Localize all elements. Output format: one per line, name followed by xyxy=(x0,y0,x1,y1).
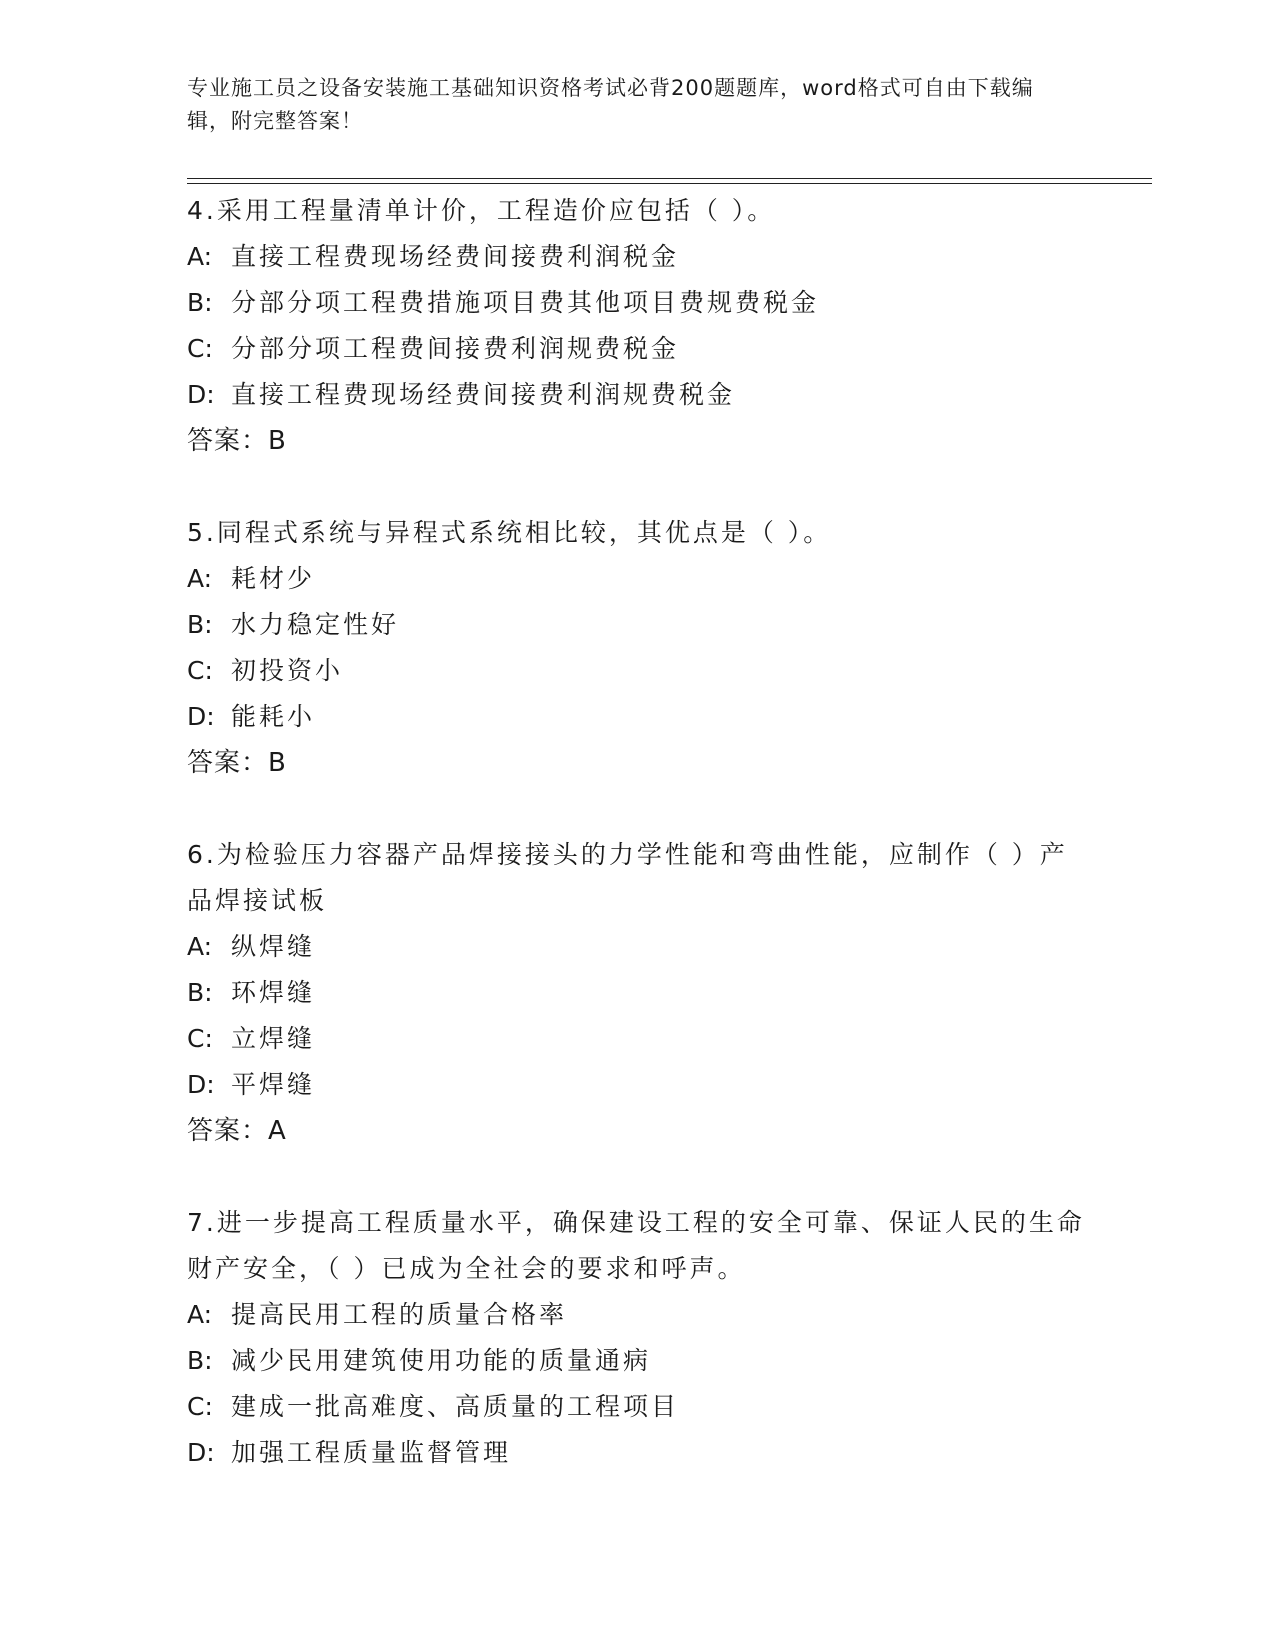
option-text: 建成一批高难度、高质量的工程项目 xyxy=(231,1392,680,1421)
option-key: B: xyxy=(187,978,213,1007)
document-header: 专业施工员之设备安装施工基础知识资格考试必背200题题库，word格式可自由下载编辑，附完整答案！ xyxy=(187,76,1034,133)
option-text: 耗材少 xyxy=(231,564,316,593)
option-text: 直接工程费现场经费间接费利润税金 xyxy=(231,242,680,271)
question-7 xyxy=(187,1200,1087,1476)
answer-line: 答案：A xyxy=(187,1116,287,1146)
answer-line: 答案：B xyxy=(187,426,287,456)
option-text: 减少民用建筑使用功能的质量通病 xyxy=(231,1346,652,1375)
option-a xyxy=(187,556,1087,602)
option-key: C: xyxy=(187,1392,213,1421)
option-text: 环焊缝 xyxy=(231,978,316,1007)
option-c xyxy=(187,1384,1087,1430)
option-d xyxy=(187,1430,1087,1476)
question-list xyxy=(187,188,1087,1522)
option-text: 分部分项工程费间接费利润规费税金 xyxy=(231,334,680,363)
option-key: A: xyxy=(187,1300,213,1329)
option-key: D: xyxy=(187,1070,215,1099)
option-c xyxy=(187,1016,1087,1062)
option-key: A: xyxy=(187,242,213,271)
question-title: 7.进一步提高工程质量水平，确保建设工程的安全可靠、保证人民的生命财产安全，（ ）已成为全社会的要求和呼声。 xyxy=(187,1208,1085,1283)
header-divider-top xyxy=(187,178,1152,179)
option-b xyxy=(187,1338,1087,1384)
option-b xyxy=(187,970,1087,1016)
option-a xyxy=(187,924,1087,970)
question-6 xyxy=(187,832,1087,1154)
option-key: A: xyxy=(187,564,213,593)
option-text: 能耗小 xyxy=(231,702,316,731)
option-text: 立焊缝 xyxy=(231,1024,316,1053)
option-a xyxy=(187,1292,1087,1338)
option-text: 水力稳定性好 xyxy=(231,610,400,639)
question-title: 5.同程式系统与异程式系统相比较，其优点是（ ）。 xyxy=(187,518,832,547)
option-d xyxy=(187,372,1087,418)
option-c xyxy=(187,326,1087,372)
option-a xyxy=(187,234,1087,280)
question-5 xyxy=(187,510,1087,786)
option-key: C: xyxy=(187,1024,213,1053)
option-key: B: xyxy=(187,1346,213,1375)
option-text: 分部分项工程费措施项目费其他项目费规费税金 xyxy=(231,288,820,317)
option-b xyxy=(187,602,1087,648)
option-key: A: xyxy=(187,932,213,961)
option-key: D: xyxy=(187,1438,215,1467)
question-4 xyxy=(187,188,1087,464)
option-c xyxy=(187,648,1087,694)
option-text: 提高民用工程的质量合格率 xyxy=(231,1300,568,1329)
option-b xyxy=(187,280,1087,326)
option-d xyxy=(187,1062,1087,1108)
option-text: 平焊缝 xyxy=(231,1070,316,1099)
option-d xyxy=(187,694,1087,740)
option-text: 纵焊缝 xyxy=(231,932,316,961)
question-title: 6.为检验压力容器产品焊接接头的力学性能和弯曲性能，应制作（ ）产品焊接试板 xyxy=(187,840,1068,915)
option-key: C: xyxy=(187,334,213,363)
header-divider-bottom xyxy=(187,183,1152,184)
question-title: 4.采用工程量清单计价，工程造价应包括（ ）。 xyxy=(187,196,776,225)
option-key: B: xyxy=(187,610,213,639)
option-key: D: xyxy=(187,380,215,409)
answer-line: 答案：B xyxy=(187,748,287,778)
option-key: D: xyxy=(187,702,215,731)
option-key: B: xyxy=(187,288,213,317)
option-text: 初投资小 xyxy=(231,656,344,685)
option-text: 直接工程费现场经费间接费利润规费税金 xyxy=(231,380,736,409)
option-text: 加强工程质量监督管理 xyxy=(231,1438,512,1467)
option-key: C: xyxy=(187,656,213,685)
